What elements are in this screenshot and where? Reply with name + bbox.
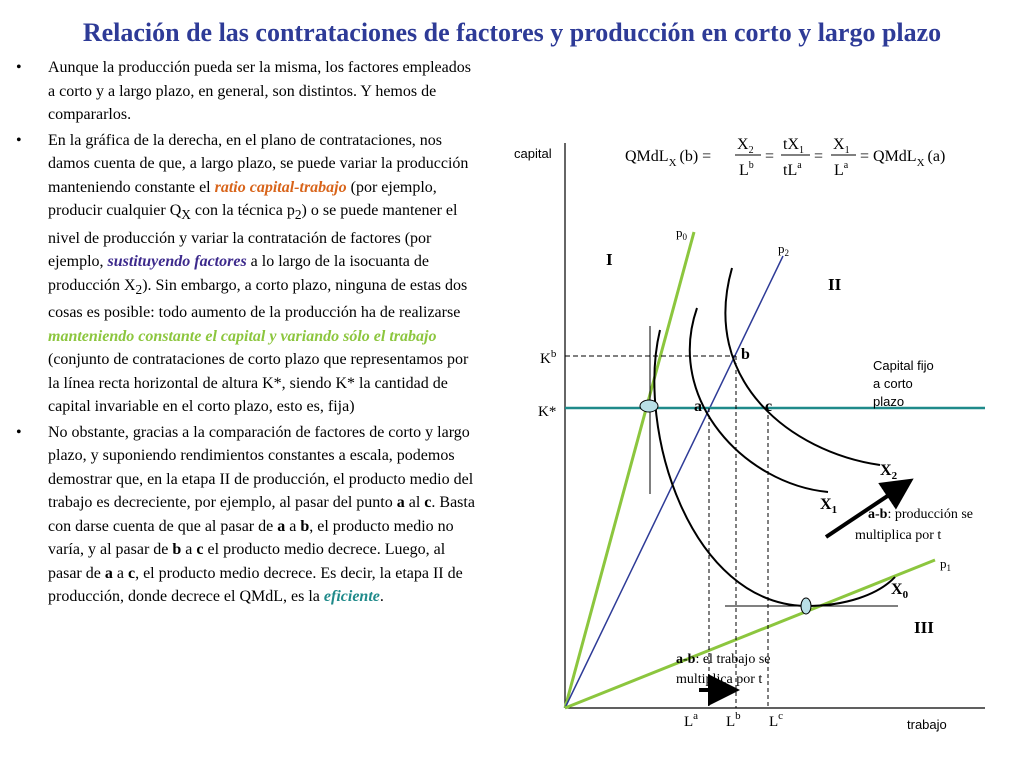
point-a-label: a: [694, 398, 702, 415]
point-ref: b: [172, 541, 182, 559]
kb-label: $K^b$: [540, 348, 557, 367]
formula-equals: =: [765, 148, 775, 165]
note-ab-production: a-b: producción se: [868, 507, 973, 522]
text-span: (conjunto de contrataciones de corto plazo que representamos por la línea recta horizontal de altura K*, siendo K* la cantidad de capital invariable en el corto plazo, esto es, fija): [48, 351, 469, 416]
subscript: X: [181, 207, 191, 223]
text-span: el producto medio decrece. Luego, al pasar de: [48, 541, 446, 582]
point-b-label: b: [741, 346, 750, 363]
text-span: .: [379, 588, 384, 606]
bullet-1-text: Aunque la producción pueda ser la misma, los factores empleados a corto y a largo plazo, en general, son distintos. Y hemos de compararlos.: [48, 59, 471, 123]
y-axis-label: capital: [514, 146, 552, 161]
isoquant-x1-label: $X_1$: [820, 496, 838, 516]
point-ref: c: [127, 564, 136, 582]
text-span: , el producto medio no varía, y al pasar de: [48, 517, 454, 559]
text-span: al: [404, 494, 425, 512]
formula-f3-den: $L^a$: [834, 160, 849, 179]
note-ab-labor: a-b: el trabajo se: [676, 652, 771, 667]
text-span: (por ejemplo, producir cualquier Q: [48, 178, 437, 219]
tangency-point-p1: [801, 598, 811, 614]
bullet-2: [14, 129, 478, 419]
point-ref: a: [396, 494, 405, 512]
highlight-eficiente: eficiente: [323, 588, 380, 606]
point-ref: c: [424, 494, 432, 512]
ray-p2-label: $p_2$: [778, 241, 789, 258]
ray-p1-label: $p_1$: [940, 556, 951, 573]
point-ref: a: [277, 517, 286, 535]
formula-lhs: QMdL$_X$ (b) =: [625, 148, 712, 169]
kstar-label: K*: [538, 404, 557, 420]
point-ref: a: [104, 564, 113, 582]
text-span: con la técnica p: [190, 202, 295, 219]
lb-label: $L^b$: [726, 710, 741, 730]
short-run-note-line1: Capital fijo: [873, 358, 934, 373]
ray-p0: [565, 232, 694, 708]
qmdl-formula: [625, 136, 945, 179]
formula-equals: =: [814, 148, 824, 165]
highlight-sustituyendo-factores: sustituyendo factores: [107, 253, 247, 271]
formula-rhs: = QMdL$_X$ (a): [860, 148, 946, 169]
isoquant-x0-label: $X_0$: [891, 581, 909, 601]
text-span: , el producto medio decrece. Es decir, la etapa II de producción, donde decrece el QMdL, es la: [48, 564, 463, 606]
formula-f2-den: $tL^a$: [783, 160, 802, 179]
short-run-note-line3: plazo: [873, 394, 905, 409]
text-span: a lo largo de la isocuanta de producción X: [48, 253, 429, 294]
text-span: . Basta con darse cuenta de que al pasar de: [48, 494, 475, 535]
isoquant-x2: [725, 268, 880, 465]
bullet-dot: •: [16, 423, 22, 441]
stage-ii-label: II: [828, 275, 842, 294]
page-title: Relación de las contrataciones de factores y producción en corto y largo plazo: [82, 18, 942, 47]
isoquant-x1: [690, 308, 828, 492]
subscript: 2: [135, 281, 143, 297]
text-span: a: [285, 517, 301, 535]
isoquant-x2-label: $X_2$: [880, 462, 898, 482]
ray-p0-label: $p_0$: [676, 225, 687, 242]
ray-p2: [565, 256, 783, 708]
text-span: a: [112, 564, 128, 582]
subscript: 2: [294, 207, 302, 223]
point-ref: c: [196, 541, 204, 559]
text-span: ) o se puede mantener el nivel de producción y variar la contratación de factores (por ejemplo,: [48, 202, 458, 271]
text-span: a: [181, 541, 197, 559]
stage-i-label: I: [606, 250, 613, 269]
stage-iii-label: III: [914, 618, 934, 637]
point-ref: b: [300, 517, 310, 535]
bullet-dot: •: [16, 131, 22, 149]
text-span: En la gráfica de la derecha, en el plano de contrataciones, nos damos cuenta de que, a largo plazo, se puede variar la producción manteniendo constante el: [48, 131, 469, 196]
point-c-label: c: [765, 398, 773, 415]
formula-f1-den: $L^b$: [739, 160, 754, 179]
short-run-note-line2: a corto: [873, 376, 913, 391]
highlight-ratio-capital-trabajo: ratio capital-trabajo: [214, 178, 347, 196]
isoquant-x0: [654, 330, 895, 606]
formula-f2-num: $tX_1$: [783, 136, 804, 156]
note-ab-labor-line2: multiplica por t: [676, 672, 763, 687]
text-span: ). Sin embargo, a corto plazo, ninguna de estas dos cosas es posible: todo aumento de la producción ha de realizarse: [48, 276, 468, 322]
bullet-3: [14, 421, 478, 609]
text-span: No obstante, gracias a la comparación de factores de corto y largo plazo, y suponiendo rendimientos constantes a escala, podemos demostrar que, en la etapa II de producción, el producto medio del trabajo es decreciente, por ejemplo, al pasar del punto: [48, 423, 474, 512]
highlight-capital-constante: manteniendo constante el capital y variando sólo el trabajo: [48, 327, 437, 345]
bullet-1: [14, 56, 478, 127]
bullet-dot: •: [16, 59, 22, 76]
note-ab-production-line2: multiplica por t: [855, 528, 942, 543]
lc-label: $L^c$: [769, 710, 784, 730]
formula-f1-num: $X_2$: [737, 136, 754, 156]
body-text: [14, 56, 478, 611]
formula-f3-num: $X_1$: [833, 136, 850, 156]
x-axis-label: trabajo: [907, 717, 947, 732]
la-label: $L^a$: [684, 710, 699, 730]
tangency-point-kstar: [640, 400, 658, 412]
isoquant-diagram: [480, 130, 1024, 760]
